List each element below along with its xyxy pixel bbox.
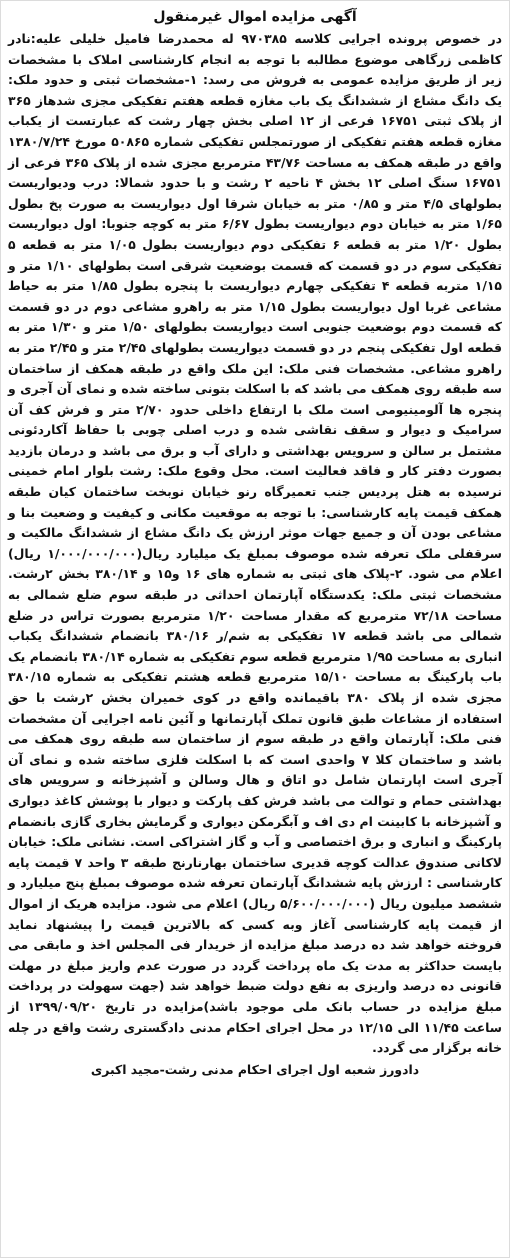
notice-signature: دادورز شعبه اول اجرای احکام مدنی رشت-مجید اکبری <box>90 1061 420 1077</box>
notice-title: آگهی مزایده اموال غیرمنقول <box>153 9 357 25</box>
notice-body: در خصوص پرونده اجرایی کلاسه ۹۷۰۳۸۵ له محمدرضا فامیل خلیلی علیه:نادر کاظمی زرگاهی موضوع مطالبه با توجه به انجام کارشناسی املاک با مشخصات زیر از طریق مزایده عمومی به فروش می رسد: ۱-مشخصات ثبتی و حدود ملک: یک دانگ مشاع از ششدانگ یک باب مغازه قطعه هفتم تفکیکی مجزی شدهاز ۳۶۵ از پلاک ثبتی ۱۶۷۵۱ فرعی از ۱۲ اصلی بخش چهار رشت که عبارتست از یکباب مغازه قطعه هفتم تفکیکی از صورتمجلس تفکیکی شماره ۵۰۸۶۵ مورخ ۱۳۸۰/۷/۲۴ واقع در طبقه همکف به مساحت ۴۳/۷۶ مترمربع مجزی شده از پلاک ۳۶۵ فرعی از ۱۶۷۵۱ سنگ اصلی ۱۲ بخش ۴ ناحیه ۲ رشت و با حدود شمالا: درب ودیواریست بطولهای ۴/۵ متر و ۰/۸۵ متر به خیابان شرقا اول دیواریست به صورت پخ بطول ۱/۶۵ متر به خیابان دوم دیواریست بطول ۶/۶۷ متر به کوچه جنوبا: اول دیواریست بطول ۱/۲۰ متر به قطعه ۶ تفکیکی دوم دیواریست بطول ۱/۰۵ متر به قطعه ۵ تفکیکی سوم در دو قسمت که قسمت بوضعیت شرقی است بطولهای ۱/۱۰ متر و ۱/۱۵ متربه قطعه ۴ تفکیکی چهارم دیواریست با پنجره بطول ۱/۸۵ متر به حیاط مشاعی غربا اول دیواریست بطول ۱/۱۵ متر به راهرو مشاعی دوم در دو قسمت که قسمت دوم بوضعیت جنوبی است دیواریست بطولهای ۱/۵۰ متر و ۱/۳۰ متر به قطعه اول تفکیکی پنجم در دو قسمت دیواریست بطولهای ۲/۴۵ متر و ۲/۴۵ متر به راهرو مشاعی. مشخصات فنی ملک: این ملک واقع در طبقه همکف از ساختمان سه طبقه روی همکف می باشد که با اسکلت بتونی ساخته شده و نمای آن آجری و پنجره ها آلومینیومی است ملک با ارتفاع داخلی حدود ۲/۷۰ متر و فرش کف آن سرامیک و دیوار و سقف نقاشی شده و درب اصلی چوبی با حفاظ آکاردئونی مشتمل بر سالن و سرویس بهداشتی و دارای آب و برق می باشد و درمان بازدید بصورت دفتر کار و فاقد فعالیت است. محل وقوع ملک: رشت بلوار امام خمینی نرسیده به هتل پردیس جنب تعمیرگاه رنو خیابان نوبخت ساختمان کیان طبقه همکف قیمت پایه کارشناسی: با توجه به موقعیت مکانی و کیفیت و وضعیت بنا و مشاعی بودن آن و جمیع جهات موثر ارزش یک دانگ مشاع از ششدانگ مالکیت و سرقفلی ملک تعرفه شده موصوف بمبلغ یک میلیارد ریال(۱/۰۰۰/۰۰۰/۰۰۰ ریال) اعلام می شود. ۲-پلاک های ثبتی به شماره های ۱۶ و۱۵ و ۳۸۰/۱۴ بخش ۲رشت. مشخصات ثبتی ملک: یکدستگاه آپارتمان احداثی در طبقه سوم ضلع شمالی به مساحت ۷۲/۱۸ مترمربع که مقدار مساحت ۱/۲۰ مترمربع بصورت تراس در ضلع شمالی می باشد قطعه ۱۷ تفکیکی به شم/ر ۳۸۰/۱۶ بانضمام ششدانگ یکباب انباری به مساحت ۱/۹۵ مترمربع قطعه سوم تفکیکی به شماره ۳۸۰/۱۴ بانضمام یک باب پارکینگ به مساحت ۱۵/۱۰ مترمربع قطعه هشتم تفکیکی به شماره ۳۸۰/۱۵ مجزی شده از پلاک ۳۸۰ باقیمانده واقع در کوی خمیران بخش ۲رشت با حق استفاده از مشاعات طبق قانون تملک آپارتمانها و آئین نامه اجرایی آن مشخصات فنی ملک: آپارتمان واقع در طبقه سوم از ساختمان سه طبقه روی همکف می باشد و ساختمان کلا ۷ واحدی است که با اسکلت فلزی ساخته شده و نمای آن آجری است اپارتمان شامل دو اتاق و هال وسالن و آشپزخانه و سرویس های بهداشتی حمام و توالت می باشد فرش کف پارکت و دیوار با پوشش کاغذ دیواری و آشپزخانه با کابینت ام دی اف و آبگرمکن دیواری و گرمایش بخاری گازی بانضمام پارکینگ و انباری و برق اختصاصی و آب و گاز اشتراکی است. نشانی ملک: خیابان لاکانی صندوق عدالت کوچه قدیری ساختمان بهارنارنج طبقه ۳ واحد ۷ قیمت پایه کارشناسی : ارزش پایه ششدانگ آپارتمان تعرفه شده موصوف بمبلغ پنج میلیارد و ششصد میلیون ریال (۵/۶۰۰/۰۰۰/۰۰۰ ریال) اعلام می شود. مزایده هریک از اموال از قیمت پایه کارشناسی آغاز وبه کسی که بالاترین قیمت را پیشنهاد نماید فروخته خواهد شد ده درصد مبلغ مزایده از خریدار فی المجلس اخذ و مابقی می بایست حداکثر به مدت یک ماه پرداخت گردد در صورت عدم واریز مبلغ در مهلت قانونی ده درصد واریزی به نفع دولت ضبط خواهد شد (جهت سهولت در پرداخت مبلغ مزایده در حساب بانک ملی موجود باشد)مزایده در تاریخ ۱۳۹۹/۰۹/۲۰ از ساعت ۱۱/۴۵ الی ۱۲/۱۵ در محل اجرای احکام مدنی دادگستری رشت واقع در چله خانه برگزار می گردد. <box>8 31 503 1056</box>
